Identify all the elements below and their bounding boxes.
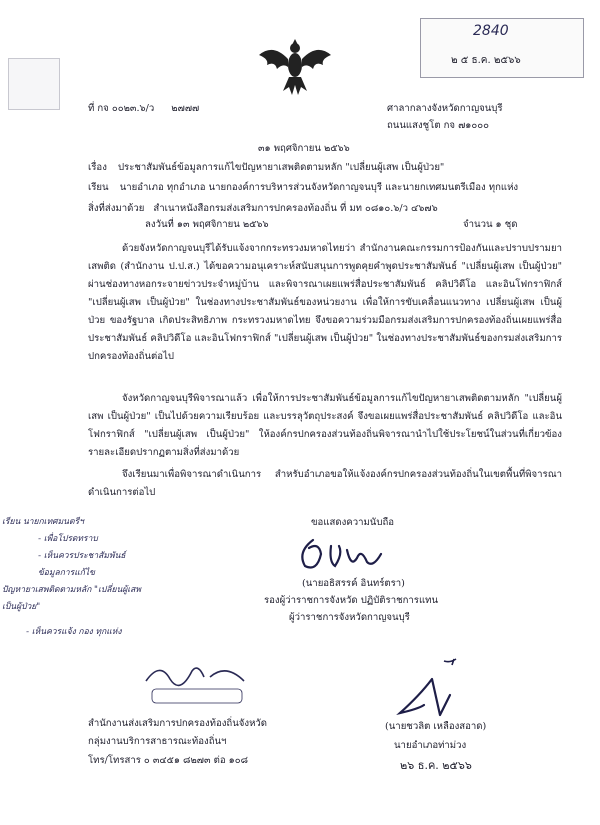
signer-title-1: รองผู้ว่าราชการจังหวัด ปฏิบัติราชการแทน bbox=[264, 595, 439, 606]
department-line-2: กลุ่มงานบริการสาธารณะท้องถิ่นฯ bbox=[88, 736, 227, 747]
department-line-1: สำนักงานส่งเสริมการปกครองท้องถิ่นจังหวัด bbox=[88, 718, 268, 729]
body-paragraph-2: จังหวัดกาญจนบุรีพิจารณาแล้ว เพื่อให้การประชาสัมพันธ์ข้อมูลการแก้ไขปัญหายาเสพติดตามหลัก "เปลี่ยนผู้เสพ เป็นผู้ป่วย" เป็นไปด้วยความเรียบร้อย และบรรลุวัตถุประสงค์ จึงขอเผยแพร่สื่อประชาสัมพันธ์ คลิปวิดีโอ และอินโฟกราฟิกส์ "เปลี่ยนผู้เสพ เป็นผู้ป่วย" ให้องค์กรปกครองส่วนท้องถิ่นพิจารณานำไปใช้ประโยชน์ในส่วนที่เกี่ยวข้อง รายละเอียดปรากฏตามสิ่งที่ส่งมาด้วย bbox=[88, 393, 562, 458]
enclosure-row bbox=[88, 201, 438, 216]
receipt-date: ๒ ๕ ธ.ค. ๒๕๖๖ bbox=[451, 55, 521, 66]
body-paragraph-3: จึงเรียนมาเพื่อพิจารณาดำเนินการ สำหรับอำเภอขอให้แจ้งองค์กรปกครองส่วนท้องถิ่นในเขตพื้นที่พิจารณาดำเนินการต่อไป bbox=[88, 469, 562, 498]
document-number bbox=[88, 101, 199, 116]
closing-text: ขอแสดงความนับถือ bbox=[311, 517, 395, 528]
document-number-suffix: ๒๗๗๗ bbox=[171, 103, 200, 114]
handwritten-note-line-2: - เพื่อโปรดทราบ bbox=[38, 534, 98, 544]
document-date: ๓๑ พฤศจิกายน ๒๕๖๖ bbox=[258, 143, 350, 154]
recipient-label: เรียน bbox=[88, 182, 109, 193]
sender-address-line-1: ศาลากลางจังหวัดกาญจนบุรี bbox=[387, 103, 503, 114]
signer-signature-icon bbox=[295, 532, 385, 576]
subject-row bbox=[88, 160, 444, 175]
handwritten-note-line-3: - เห็นควรประชาสัมพันธ์ข้อมูลการแก้ไข bbox=[38, 551, 126, 578]
enclosure-text: สำเนาหนังสือกรมส่งเสริมการปกครองท้องถิ่น ที่ มท ๐๘๑๐.๖/ว ๔๖๗๖ bbox=[153, 203, 438, 214]
handwritten-note-line-4: ปัญหายาเสพติดตามหลัก "เปลี่ยนผู้เสพ bbox=[2, 585, 141, 595]
document-number-prefix: ที่ กจ ๐๐๒๓.๖/ว bbox=[88, 103, 155, 114]
enclosure-count: จำนวน ๑ ชุด bbox=[463, 219, 518, 230]
receipt-number: 2840 bbox=[473, 23, 509, 39]
garuda-emblem-icon bbox=[255, 33, 335, 99]
enclosure-label: สิ่งที่ส่งมาด้วย bbox=[88, 203, 145, 214]
left-receipt-stamp bbox=[8, 58, 60, 110]
handwritten-note-line-1: เรียน นายกเทศมนตรีฯ bbox=[2, 517, 84, 527]
handwritten-note-line-6: - เห็นควรแจ้ง กอง ทุกแห่ง bbox=[26, 627, 122, 637]
department-line-3: โทร/โทรสาร ๐ ๓๔๕๑ ๘๒๗๓ ต่อ ๑๐๘ bbox=[88, 755, 248, 766]
handwritten-note bbox=[2, 514, 142, 641]
recipient-row bbox=[88, 180, 518, 195]
subject-label: เรื่อง bbox=[88, 162, 107, 173]
signer-title-2: ผู้ว่าราชการจังหวัดกาญจนบุรี bbox=[289, 612, 410, 623]
district-chief-name: (นายชวลิต เหลืองสอาด) bbox=[385, 721, 487, 732]
district-chief-title: นายอำเภอท่าม่วง bbox=[394, 740, 467, 751]
district-chief-signature-icon bbox=[380, 655, 470, 725]
officer-signature-icon bbox=[140, 655, 250, 707]
enclosure-date: ลงวันที่ ๑๓ พฤศจิกายน ๒๕๖๖ bbox=[145, 219, 269, 230]
signer-name: (นายอธิสรรค์ อินทร์ตรา) bbox=[302, 578, 405, 589]
subject-text: ประชาสัมพันธ์ข้อมูลการแก้ไขปัญหายาเสพติดตามหลัก "เปลี่ยนผู้เสพ เป็นผู้ป่วย" bbox=[117, 162, 445, 173]
recipient-text: นายอำเภอ ทุกอำเภอ นายกองค์การบริหารส่วนจังหวัดกาญจนบุรี และนายกเทศมนตรีเมือง ทุกแห่ง bbox=[119, 182, 519, 193]
district-chief-date: ๒๖ ธ.ค. ๒๕๖๖ bbox=[400, 759, 472, 772]
body-paragraph-1: ด้วยจังหวัดกาญจนบุรีได้รับแจ้งจากกระทรวงมหาดไทยว่า สำนักงานคณะกรรมการป้องกันและปราบปรามยาเสพติด (สำนักงาน ป.ป.ส.) ได้ขอความอนุเคราะห์สนับสนุนการพูดคุยคำพูดประชาสัมพันธ์ "เปลี่ยนผู้เสพ เป็นผู้ป่วย" ผ่านช่องทางหอกระจายข่าวประจำหมู่บ้าน และพิจารณาเผยแพร่สื่อประชาสัมพันธ์ คลิปวิดีโอ และอินโฟกราฟิกส์ "เปลี่ยนผู้เสพ เป็นผู้ป่วย" ในช่องทางประชาสัมพันธ์ของหน่วยงาน เพื่อให้การขับเคลื่อนแนวทาง เปลี่ยนผู้เสพ เป็นผู้ป่วย ของรัฐบาล เกิดประสิทธิภาพ กระทรวงมหาดไทย จึงขอความร่วมมือกรมส่งเสริมการปกครองท้องถิ่นเผยแพร่สื่อประชาสัมพันธ์ คลิปวิดีโอ และอินโฟกราฟิกส์ "เปลี่ยนผู้เสพ เป็นผู้ป่วย" ในช่องทางประชาสัมพันธ์ของกรมส่งเสริมการปกครองท้องถิ่นต่อไป bbox=[88, 243, 562, 362]
right-receipt-stamp bbox=[420, 18, 584, 78]
handwritten-note-line-5: เป็นผู้ป่วย" bbox=[2, 602, 41, 612]
sender-address-line-2: ถนนแสงชูโต กจ ๗๑๐๐๐ bbox=[387, 120, 489, 131]
